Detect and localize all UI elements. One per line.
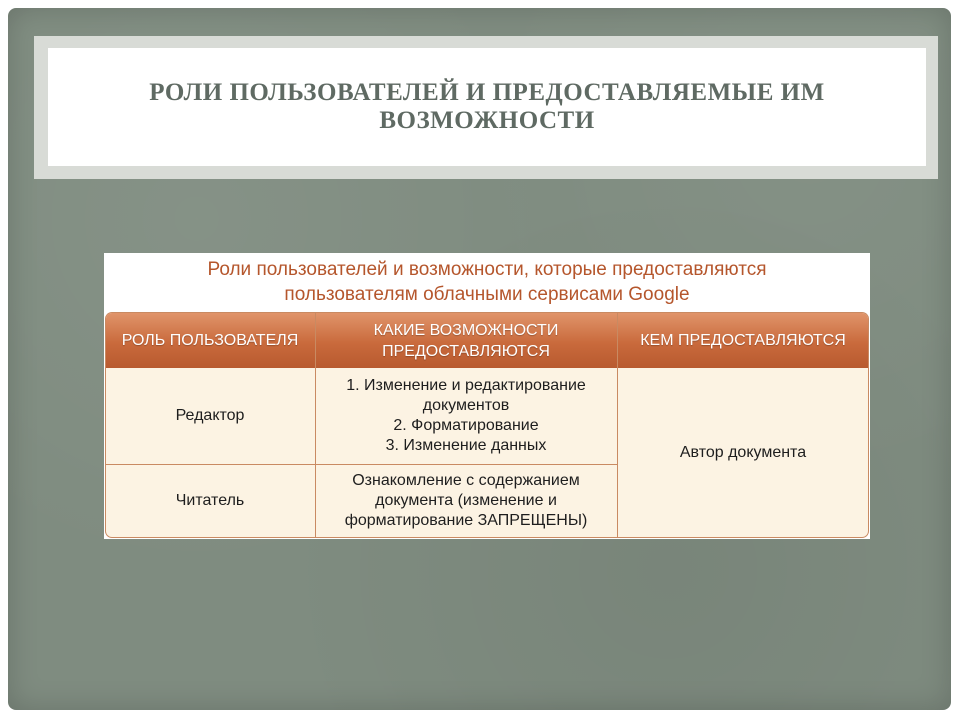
slide-title: РОЛИ ПОЛЬЗОВАТЕЛЕЙ И ПРЕДОСТАВЛЯЕМЫЕ ИМ ВОЗМОЖНОСТИ bbox=[149, 79, 825, 134]
slide bbox=[8, 8, 951, 710]
title-card bbox=[48, 48, 926, 166]
header-capabilities-text: КАКИЕ ВОЗМОЖНОСТИ ПРЕДОСТАВЛЯЮТСЯ bbox=[373, 321, 559, 360]
caption-line-1: Роли пользователей и возможности, которые предоставляются bbox=[207, 259, 767, 280]
capability-item: 2. Форматирование bbox=[393, 417, 539, 434]
table-header-row bbox=[106, 313, 868, 368]
header-capabilities bbox=[316, 313, 616, 368]
header-provider: КЕМ ПРЕДОСТАВЛЯЮТСЯ bbox=[640, 332, 846, 349]
header-role: РОЛЬ ПОЛЬЗОВАТЕЛЯ bbox=[121, 332, 299, 349]
provider-cell: Автор документа bbox=[679, 443, 807, 461]
capability-item: Ознакомление с содержанием документа (изменение и форматирование ЗАПРЕЩЕНЫ) bbox=[344, 472, 588, 529]
caption-line-2: пользователям облачными сервисами Google bbox=[284, 284, 690, 305]
table-row-editor-capabilities bbox=[316, 368, 616, 464]
capability-item: 3. Изменение данных bbox=[385, 437, 547, 454]
table-row-reader-role: Читатель bbox=[175, 492, 245, 509]
table-row-editor-role: Редактор bbox=[175, 407, 245, 424]
roles-table bbox=[106, 313, 868, 537]
capability-item: 1. Изменение и редактирование документов bbox=[346, 377, 586, 414]
table-figure bbox=[104, 253, 870, 539]
figure-caption bbox=[104, 253, 870, 311]
table-row-reader-capabilities bbox=[316, 465, 616, 537]
